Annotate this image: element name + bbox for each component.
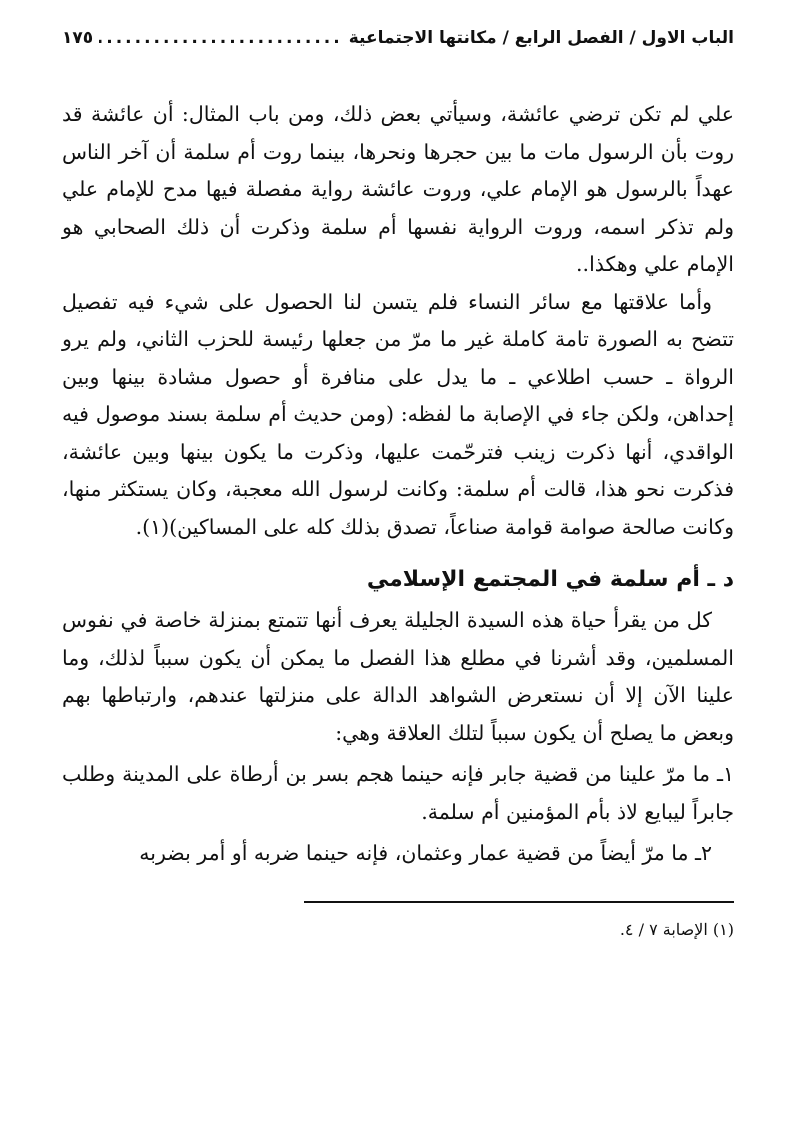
list-item-2: ٢ـ ما مرّ أيضاً من قضية عمار وعثمان، فإنه حينما ضربه أو أمر بضربه (139, 841, 712, 865)
header-title: الباب الاول / الفصل الرابع / مكانتها الاجتماعية (348, 28, 734, 48)
paragraph-1: علي لم تكن ترضي عائشة، وسيأتي بعض ذلك، ومن باب المثال: أن عائشة قد روت بأن الرسول مات ما بين حجرها ونحرها، بينما روت أم سلمة أن آخر الناس عهداً بالرسول هو الإمام علي، وروت عائشة رواية مفصلة فيها مدح للإمام علي ولم تذكر اسمه، وروت الرواية نفسها أم سلمة وذكرت أن ذلك الصحابي هو الإمام علي وهكذا.. (62, 102, 734, 276)
footnote-separator-wrap (62, 873, 734, 907)
footnote-separator (304, 901, 734, 903)
list-item-1: ١ـ ما مرّ علينا من قضية جابر فإنه حينما هجم بسر بن أرطاة على المدينة وطلب جابراً ليبايع لاذ بأم المؤمنين أم سلمة. (62, 762, 734, 824)
page-number: ١٧٥ (62, 28, 94, 48)
header-leader-dots (99, 28, 343, 48)
footnote: (١) الإصابة ٧ / ٤. (619, 919, 734, 939)
body-text (62, 96, 734, 873)
section-intro: كل من يقرأ حياة هذه السيدة الجليلة يعرف أنها تتمتع بمنزلة خاصة في نفوس المسلمين، وقد أشرنا في مطلع هذا الفصل ما يمكن أن يكون سبباً لذلك، وما علينا الآن إلا أن نستعرض الشواهد الدالة على منزلتها عندهم، وارتباطها بهم وبعض ما يصلح أن يكون سبباً لتلك العلاقة وهي: (62, 608, 734, 745)
book-page (62, 28, 734, 941)
running-header (62, 28, 734, 58)
paragraph-2: وأما علاقتها مع سائر النساء فلم يتسن لنا الحصول على شيء فيه تفصيل تتضح به الصورة تامة كاملة غير ما مرّ من جعلها رئيسة للحزب الثاني، ولم يرو الرواة ـ حسب اطلاعي ـ ما يدل على منافرة أو حصول مشادة بينها وبين إحداهن، ولكن جاء في الإصابة ما لفظه: (ومن حديث أم سلمة بسند موصول فيه الواقدي، أنها ذكرت زينب فترحّمت عليها، وذكرت ما يكون بينها وبين عائشة، فذكرت نحو هذا، قالت أم سلمة: وكانت لرسول الله معجبة، وكان يستكثر منها، وكانت صالحة صوامة قوامة صناعاً، تصدق بذلك كله على المساكين)(١). (62, 289, 734, 539)
section-heading: د ـ أم سلمة في المجتمع الإسلامي (366, 567, 734, 592)
